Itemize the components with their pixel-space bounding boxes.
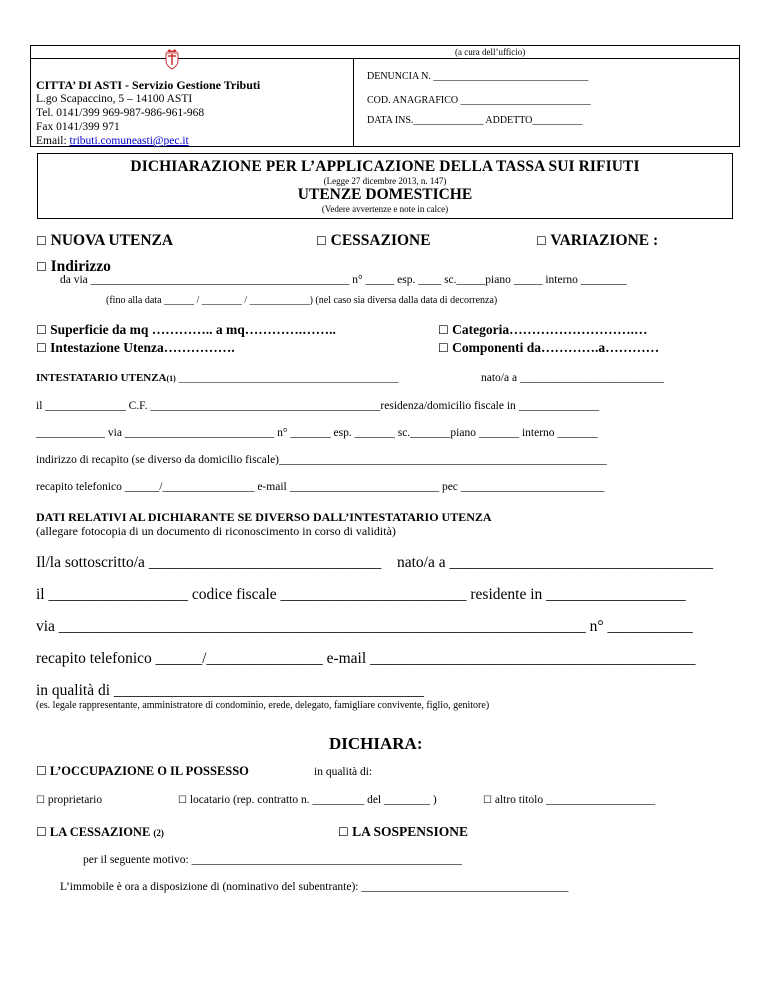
altro-titolo-option[interactable] xyxy=(483,794,655,806)
intestatario-nato-field[interactable]: nato/a a _________________________ xyxy=(481,372,664,384)
checkbox-icon[interactable]: ☐ xyxy=(36,260,47,274)
superficie-option[interactable] xyxy=(36,322,336,338)
sottoscritto-field[interactable]: Il/la sottoscritto/a ______________________________ xyxy=(36,554,382,571)
checkbox-icon[interactable]: ☐ xyxy=(438,341,449,355)
email-label: Email: xyxy=(36,135,70,147)
checkbox-icon[interactable]: ☐ xyxy=(36,234,47,248)
city-crest-icon xyxy=(164,48,180,70)
data-ins-field[interactable]: DATA INS.______________ ADDETTO__________ xyxy=(367,115,583,126)
nuova-utenza-option[interactable] xyxy=(36,232,173,250)
header-top-divider xyxy=(31,58,739,59)
office-title: CITTA’ DI ASTI - Servizio Gestione Tributi xyxy=(36,78,261,92)
denuncia-field[interactable]: DENUNCIA N. _______________________________ xyxy=(367,71,589,82)
cod-anagrafico-field[interactable]: COD. ANAGRAFICO __________________________ xyxy=(367,95,591,106)
variazione-option[interactable] xyxy=(536,232,658,250)
office-use-note: (a cura dell’ufficio) xyxy=(455,47,526,57)
la-cessazione-label: LA CESSAZIONE xyxy=(49,825,151,839)
occupazione-label: L’OCCUPAZIONE O IL POSSESSO xyxy=(49,764,249,778)
variazione-label: VARIAZIONE : xyxy=(550,232,659,249)
form-subtitle: UTENZE DOMESTICHE xyxy=(297,186,473,203)
checkbox-icon[interactable]: ☐ xyxy=(338,825,349,839)
indirizzo-label: Indirizzo xyxy=(50,258,111,275)
intestatario-row[interactable] xyxy=(36,372,399,384)
proprietario-option[interactable] xyxy=(36,794,102,806)
form-title-box xyxy=(37,153,733,219)
form-note: (Vedere avvertenze e note in calce) xyxy=(321,204,449,214)
componenti-option[interactable] xyxy=(438,340,659,356)
dichiarante-tel-line[interactable]: recapito telefonico ______/_______________ e-mail __________________________________________ xyxy=(36,650,696,667)
office-tel: Tel. 0141/399 969-987-986-961-968 xyxy=(36,107,205,119)
office-fax: Fax 0141/399 971 xyxy=(36,121,120,133)
intestazione-option[interactable] xyxy=(36,340,235,356)
la-cessazione-option[interactable] xyxy=(36,825,164,840)
fino-data-line[interactable]: (fino alla data ______ / ________ / ____________) (nel caso sia diversa dalla data di decorrenza) xyxy=(106,295,498,306)
cessazione-label: CESSAZIONE xyxy=(330,232,431,249)
checkbox-icon[interactable]: ☐ xyxy=(36,764,47,778)
sospensione-option[interactable] xyxy=(338,824,468,840)
checkbox-icon[interactable]: ☐ xyxy=(316,234,327,248)
office-email-row xyxy=(36,135,189,147)
intestatario-label: INTESTATARIO UTENZA xyxy=(36,372,167,384)
dichiara-heading: DICHIARA: xyxy=(329,734,423,753)
form-title: DICHIARAZIONE PER L’APPLICAZIONE DELLA TASSA SUI RIFIUTI xyxy=(130,158,640,175)
recapito-line[interactable]: indirizzo di recapito (se diverso da domicilio fiscale)_________________________________________________________ xyxy=(36,454,607,466)
dichiarante-subheading: (allegare fotocopia di un documento di riconoscimento in corso di validità) xyxy=(36,524,396,538)
qualita-field[interactable]: in qualità di ________________________________________ xyxy=(36,682,424,699)
intestatario-tel-line[interactable]: recapito telefonico ______/________________ e-mail __________________________ pec _________________________ xyxy=(36,481,605,493)
in-qualita-label: in qualità di: xyxy=(314,766,373,778)
checkbox-icon[interactable]: ☐ xyxy=(178,795,187,806)
componenti-label: Componenti da………….a………… xyxy=(452,340,660,355)
dichiarante-via-line[interactable]: via ____________________________________________________________________ n° ___________ xyxy=(36,618,693,635)
proprietario-label: proprietario xyxy=(47,794,103,806)
intestatario-note: (1) xyxy=(166,374,176,383)
checkbox-icon[interactable]: ☐ xyxy=(438,323,449,337)
via-line[interactable]: da via _____________________________________________ n° _____ esp. ____ sc._____piano _____ interno ________ xyxy=(60,274,627,286)
superficie-label: Superficie da mq ………….. a mq………….…….. xyxy=(50,322,336,337)
checkbox-icon[interactable]: ☐ xyxy=(36,795,45,806)
altro-titolo-label: altro titolo ___________________ xyxy=(494,794,656,806)
checkbox-icon[interactable]: ☐ xyxy=(36,341,47,355)
email-link[interactable]: tributi.comuneasti@pec.it xyxy=(69,135,189,147)
form-law-reference: (Legge 27 dicembre 2013, n. 147) xyxy=(323,176,447,186)
motivo-field[interactable]: per il seguente motivo: _______________________________________________ xyxy=(83,854,462,866)
cessazione-option[interactable] xyxy=(316,232,431,250)
checkbox-icon[interactable]: ☐ xyxy=(536,234,547,248)
dichiarante-cf-line[interactable]: il __________________ codice fiscale ________________________ residente in __________________ xyxy=(36,586,686,603)
intestatario-cf-line[interactable]: il ______________ C.F. ________________________________________residenza/domicilio fiscale in ______________ xyxy=(36,400,600,412)
intestazione-label: Intestazione Utenza……………. xyxy=(50,340,235,355)
header-vertical-divider xyxy=(353,58,354,146)
checkbox-icon[interactable]: ☐ xyxy=(36,323,47,337)
locatario-option[interactable] xyxy=(178,794,437,806)
checkbox-icon[interactable]: ☐ xyxy=(483,795,492,806)
subentrante-field[interactable]: L’immobile è ora a disposizione di (nominativo del subentrante): ____________________________________ xyxy=(60,881,569,893)
locatario-label: locatario (rep. contratto n. _________ del ________ ) xyxy=(189,794,437,806)
intestatario-via-line[interactable]: ____________ via __________________________ n° _______ esp. _______ sc._______piano _______ interno _______ xyxy=(36,427,598,439)
dichiarante-nato-field[interactable]: nato/a a __________________________________ xyxy=(397,554,714,571)
categoria-option[interactable] xyxy=(438,322,648,338)
nuova-utenza-label: NUOVA UTENZA xyxy=(50,232,174,249)
dichiarante-heading: DATI RELATIVI AL DICHIARANTE SE DIVERSO DALL’INTESTATARIO UTENZA xyxy=(36,510,492,524)
office-address: L.go Scapaccino, 5 – 14100 ASTI xyxy=(36,93,193,105)
qualita-note: (es. legale rappresentante, amministratore di condominio, erede, delegato, famigliare convivente, figlio, genitore) xyxy=(36,700,490,711)
cessazione-note: (2) xyxy=(153,828,164,838)
categoria-label: Categoria……………………….… xyxy=(452,322,648,337)
sospensione-label: LA SOSPENSIONE xyxy=(352,824,469,839)
occupazione-option[interactable] xyxy=(36,764,249,779)
intestatario-blank[interactable]: ________________________________________ xyxy=(175,372,399,384)
checkbox-icon[interactable]: ☐ xyxy=(36,825,47,839)
